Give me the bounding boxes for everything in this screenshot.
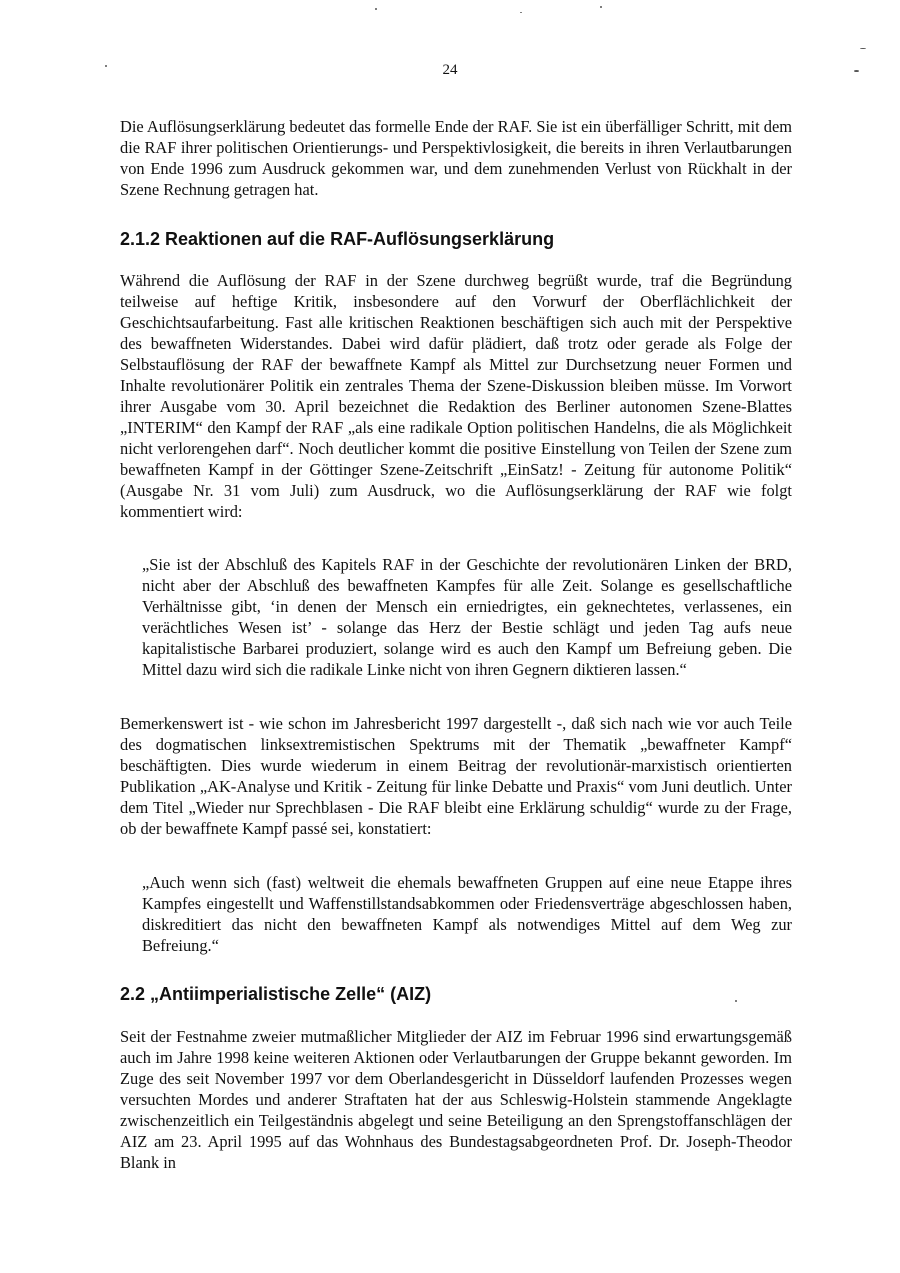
paragraph-dogmatic-spectrum: Bemerkenswert ist - wie schon im Jahresbericht 1997 dargestellt -, daß sich nach wie vor auch Teile des dogmatischen linksextremistischen Spektrums mit der Thematik „bewaffneter Kampf“ beschäftigten. Dies wurde wiederum in einem Beitrag der revolutionär-marxistisch orientierten Publikation „AK-Analyse und Kritik - Zeitung für linke Debatte und Praxis“ vom Juni deutlich. Unter dem Titel „Wieder nur Sprechblasen - Die RAF bleibt eine Erklärung schuldig“ wurde zu der Frage, ob der bewaffnete Kampf passé sei, konstatiert:	[120, 714, 792, 838]
scan-speck	[600, 6, 602, 8]
scan-speck	[105, 65, 107, 67]
scan-speck	[375, 8, 377, 10]
section-heading-reactions: 2.1.2 Reaktionen auf die RAF-Auflösungserklärung	[120, 229, 555, 249]
scan-speck	[735, 1000, 737, 1002]
page-number: 24	[442, 62, 458, 78]
scan-speck	[520, 12, 522, 13]
paragraph-reactions: Während die Auflösung der RAF in der Szene durchweg begrüßt wurde, traf die Begründung teilweise auf heftige Kritik, insbesondere auf den Vorwurf der Oberflächlichkeit der Geschichtsaufarbeitung. Fast alle kritischen Reaktionen beschäftigen sich auch mit der Perspektive des bewaffneten Widerstandes. Dabei wird dafür plädiert, daß trotz oder gerade als Folge der Selbstauflösung der RAF der bewaffnete Kampf als Mittel zur Durchsetzung neuer Formen und Inhalte revolutionärer Politik ein zentrales Thema der Szene-Diskussion bleiben müsse. Im Vorwort ihrer Ausgabe vom 30. April bezeichnet die Redaktion des Berliner autonomen Szene-Blattes „INTERIM“ den Kampf der RAF „als eine radikale Option politischen Handelns, die als Möglichkeit nicht verlorengehen darf“. Noch deutlicher kommt die positive Einstellung von Teilen der Szene zum bewaffneten Kampf in der Göttinger Szene-Zeitschrift „EinSatz! - Zeitung für autonome Politik“ (Ausgabe Nr. 31 vom Juli) zum Ausdruck, wo die Auflösungserklärung der RAF wie folgt kommentiert wird:	[120, 271, 792, 521]
paragraph-raf-dissolution: Die Auflösungserklärung bedeutet das formelle Ende der RAF. Sie ist ein überfälliger Schritt, mit dem die RAF ihrer politischen Orientierungs- und Perspektivlosigkeit, die bereits in ihren Verlautbarungen von Ende 1996 zum Ausdruck gekommen war, und dem zunehmenden Verlust von Rückhalt in der Szene Rechnung getragen hat.	[120, 117, 792, 199]
scan-speck	[854, 70, 859, 72]
paragraph-aiz: Seit der Festnahme zweier mutmaßlicher Mitglieder der AIZ im Februar 1996 sind erwartungsgemäß auch im Jahre 1998 keine weiteren Aktionen oder Verlautbarungen der Gruppe bekannt geworden. Im Zuge des seit November 1997 vor dem Oberlandesgericht in Düsseldorf laufenden Prozesses wegen versuchten Mordes und anderer Straftaten hat der aus Schleswig-Holstein stammende Angeklagte zwischenzeitlich ein Teilgeständnis abgelegt und seine Beteiligung an den Sprengstoffanschlägen der AIZ am 23. April 1995 auf das Wohnhaus des Bundestagsabgeordneten Prof. Dr. Joseph-Theodor Blank in	[120, 1027, 792, 1172]
quote-ak-analyse: „Auch wenn sich (fast) weltweit die ehemals bewaffneten Gruppen auf eine neue Etappe ihres Kampfes eingestellt und Waffenstillstandsabkommen oder Friedensverträge abgeschlossen haben, diskreditiert das nicht den bewaffneten Kampf als notwendiges Mittel auf dem Weg zur Befreiung.“	[142, 873, 792, 955]
quote-einsatz: „Sie ist der Abschluß des Kapitels RAF in der Geschichte der revolutionären Linken der BRD, nicht aber der Abschluß des bewaffneten Kampfes für alle Zeit. Solange es gesellschaftliche Verhältnisse gibt, ‘in denen der Mensch ein erniedrigtes, ein geknechtetes, verlassenes, ein verächtliches Wesen ist’ - solange das Herz der Bestie schlägt und jeden Tag aufs neue kapitalistische Barbarei produziert, solange wird es auch den Kampf um Befreiung geben. Die Mittel dazu wird sich die radikale Linke nicht von ihren Gegnern diktieren lassen.“	[142, 555, 792, 679]
section-heading-aiz: 2.2 „Antiimperialistische Zelle“ (AIZ)	[120, 984, 432, 1004]
scan-speck	[860, 48, 866, 49]
